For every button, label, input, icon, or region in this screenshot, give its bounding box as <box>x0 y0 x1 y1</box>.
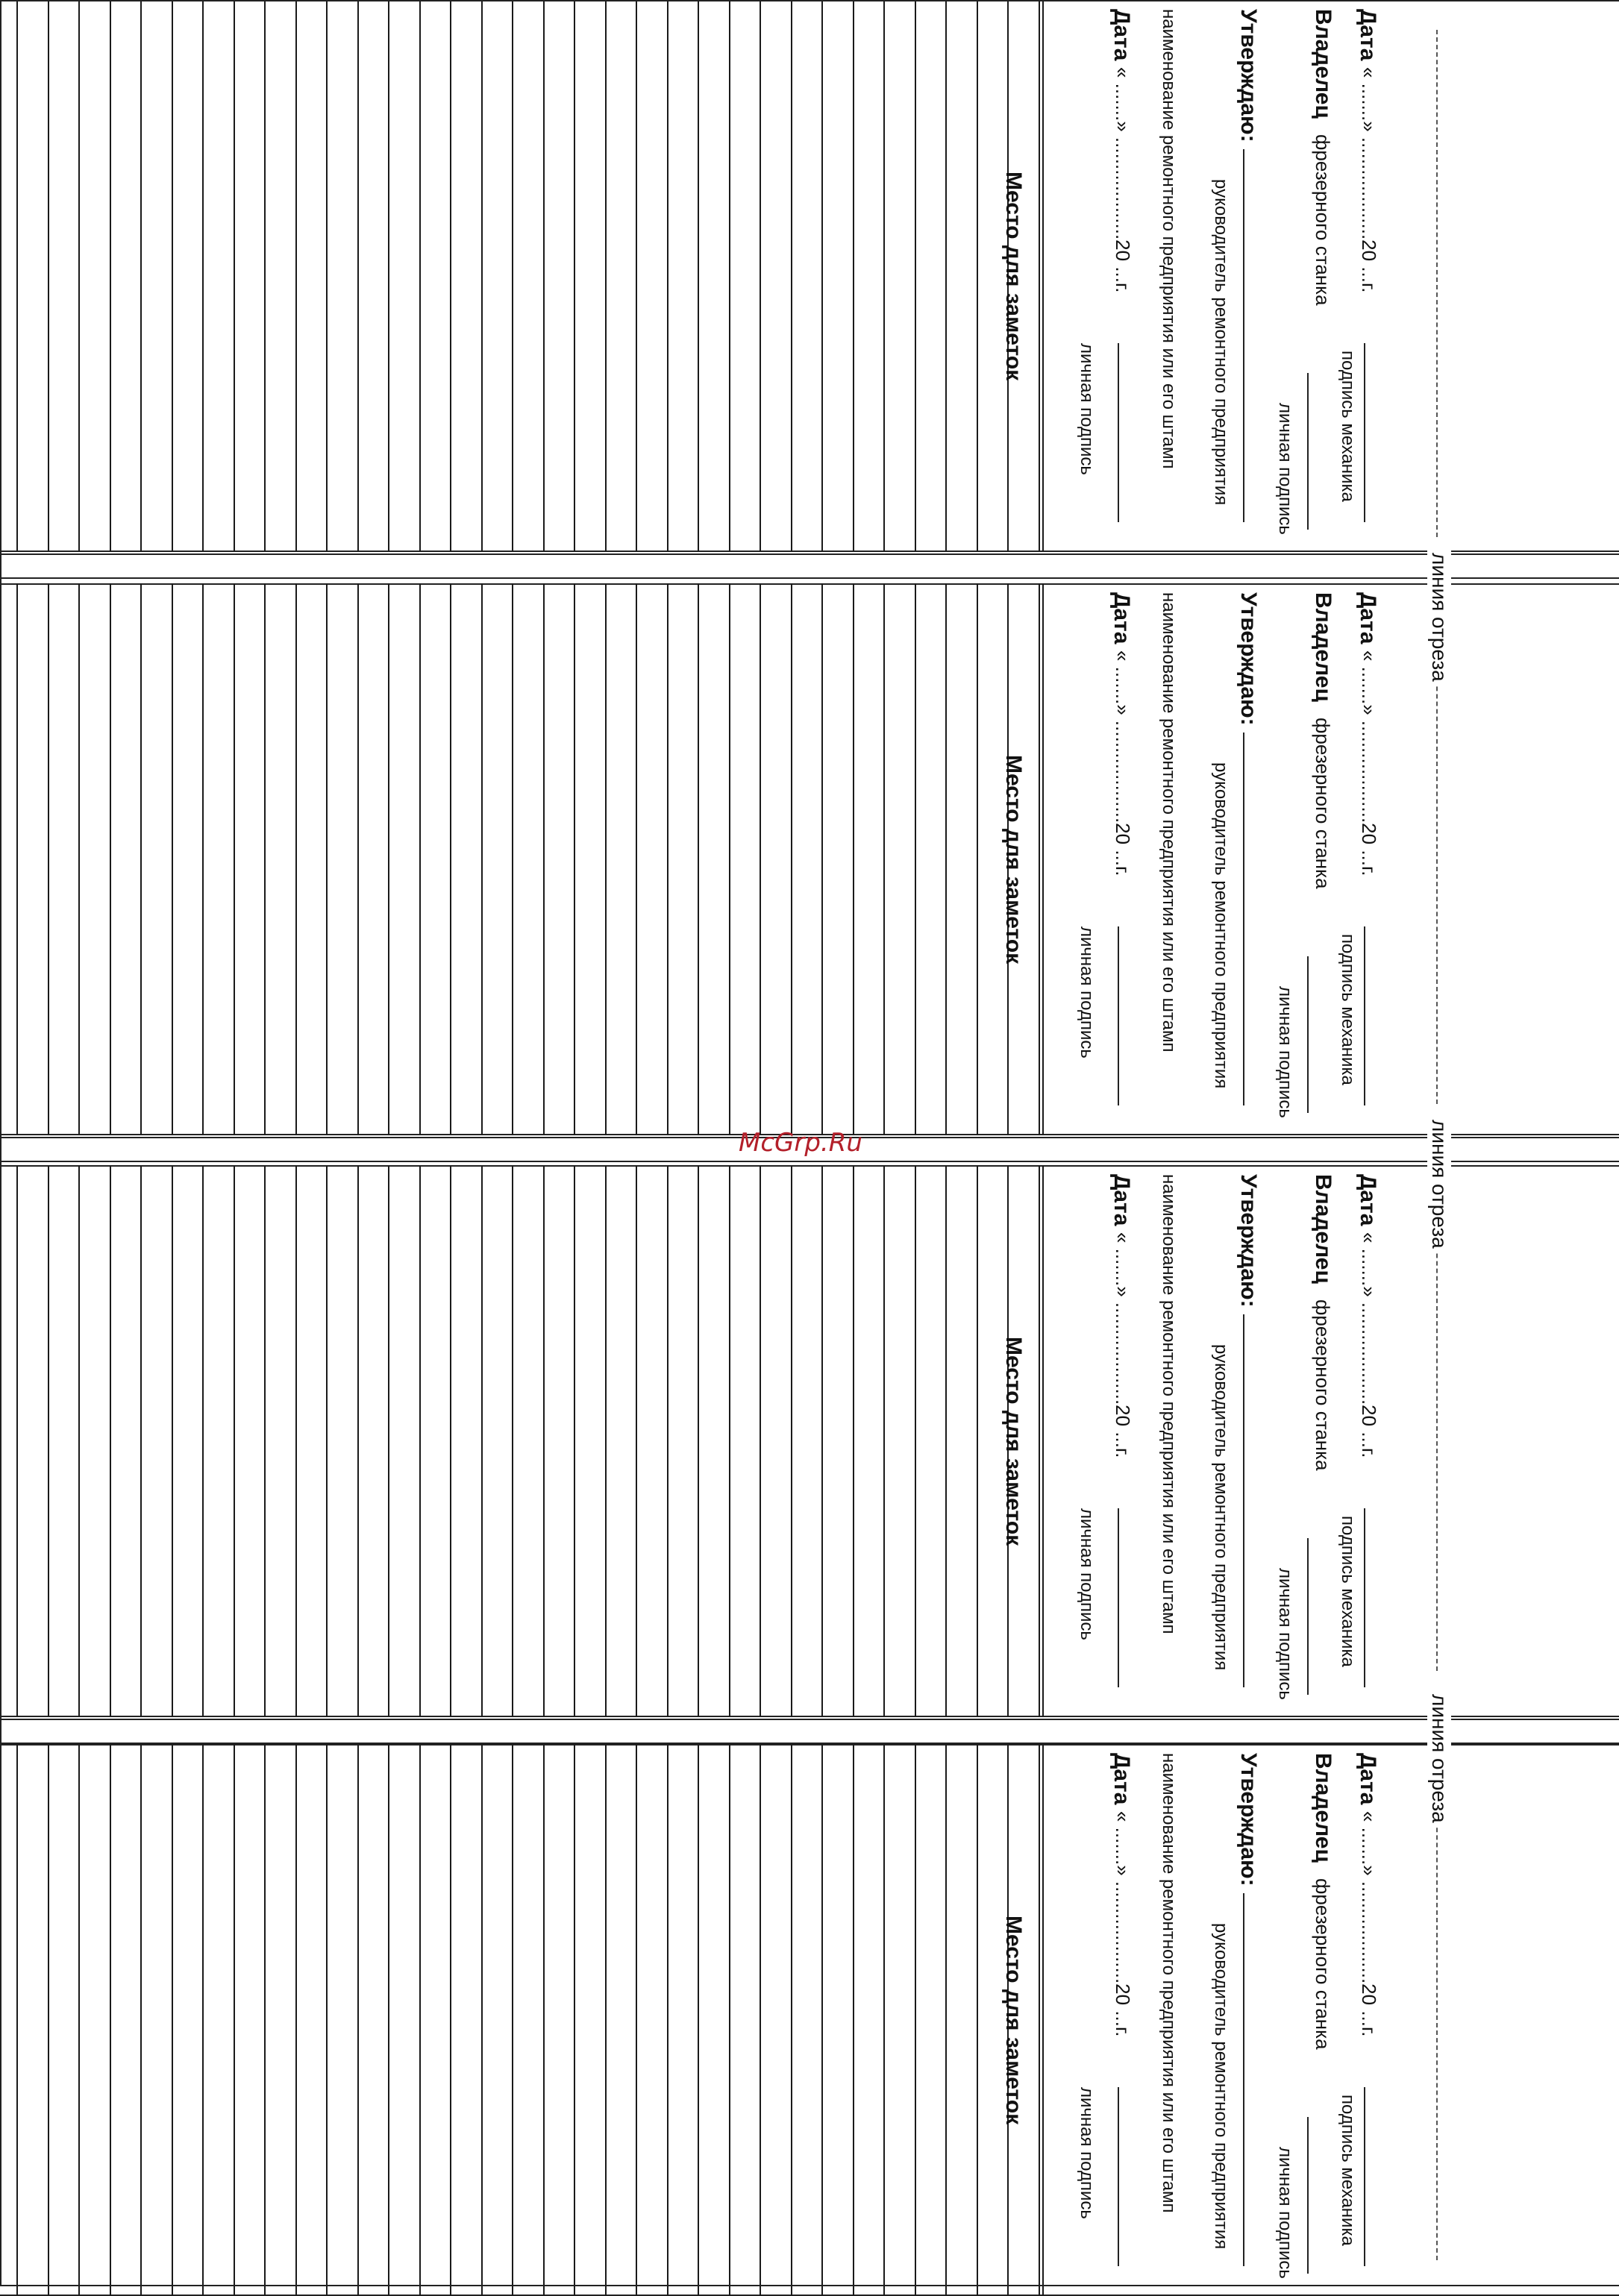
owner-label: Владелец <box>1311 9 1335 119</box>
personal-signature-caption-2: личная подпись <box>1077 926 1097 1058</box>
approve-label: Утверждаю: <box>1236 592 1261 726</box>
mechanic-signature-caption: подпись механика <box>1338 1516 1358 1667</box>
manager-caption: руководитель ремонтного предприятия <box>1211 1344 1231 1671</box>
date-label: Дата <box>1356 9 1380 61</box>
date-label-2: Дата <box>1109 1753 1134 1805</box>
personal-signature-caption: личная подпись <box>1275 2147 1295 2279</box>
cut-line-label: линия отреза <box>1427 1690 1451 1828</box>
notes-title: Место для заметок <box>1001 1916 1026 2125</box>
date-value-2: « .......» ...................20 ...г. <box>1112 1811 1134 2037</box>
approve-label: Утверждаю: <box>1236 1174 1261 1308</box>
machine-name: фрезерного станка <box>1312 718 1334 889</box>
enterprise-caption: наименование ремонтного предприятия или его штамп <box>1159 592 1179 1053</box>
date-value: « .......» ...................20 ...г. <box>1358 1811 1380 2037</box>
manager-caption: руководитель ремонтного предприятия <box>1211 179 1231 506</box>
cut-line-label: линия отреза <box>1427 1115 1451 1253</box>
date-label-2: Дата <box>1109 592 1134 644</box>
manager-caption: руководитель ремонтного предприятия <box>1211 1923 1231 2250</box>
owner-label: Владелец <box>1311 592 1335 702</box>
watermark: McGrp.Ru <box>739 1128 862 1158</box>
owner-label: Владелец <box>1311 1753 1335 1863</box>
mechanic-signature-caption: подпись механика <box>1338 351 1358 502</box>
personal-signature-caption: личная подпись <box>1275 986 1295 1118</box>
cut-line-label: линия отреза <box>1427 548 1451 686</box>
personal-signature-caption: личная подпись <box>1275 1568 1295 1700</box>
enterprise-caption: наименование ремонтного предприятия или его штамп <box>1159 1174 1179 1634</box>
approve-label: Утверждаю: <box>1236 9 1261 142</box>
date-value: « .......» ...................20 ...г. <box>1358 67 1380 293</box>
date-label-2: Дата <box>1109 1174 1134 1226</box>
date-value-2: « .......» ...................20 ...г. <box>1112 1232 1134 1458</box>
machine-name: фрезерного станка <box>1312 134 1334 306</box>
notes-title: Место для заметок <box>1001 1337 1026 1546</box>
personal-signature-caption-2: личная подпись <box>1077 2087 1097 2219</box>
date-value-2: « .......» ...................20 ...г. <box>1112 67 1134 293</box>
enterprise-caption: наименование ремонтного предприятия или его штамп <box>1159 9 1179 469</box>
date-value: « .......» ...................20 ...г. <box>1358 650 1380 876</box>
date-value: « .......» ...................20 ...г. <box>1358 1232 1380 1458</box>
machine-name: фрезерного станка <box>1312 1878 1334 2050</box>
personal-signature-caption-2: личная подпись <box>1077 343 1097 475</box>
date-label: Дата <box>1356 592 1380 644</box>
owner-label: Владелец <box>1311 1174 1335 1284</box>
date-label: Дата <box>1356 1174 1380 1226</box>
approve-label: Утверждаю: <box>1236 1753 1261 1886</box>
notes-title: Место для заметок <box>1001 755 1026 964</box>
mechanic-signature-caption: подпись механика <box>1338 2095 1358 2246</box>
personal-signature-caption-2: личная подпись <box>1077 1508 1097 1640</box>
manager-caption: руководитель ремонтного предприятия <box>1211 762 1231 1089</box>
date-label-2: Дата <box>1109 9 1134 61</box>
personal-signature-caption: личная подпись <box>1275 403 1295 535</box>
mechanic-signature-caption: подпись механика <box>1338 934 1358 1085</box>
notes-title: Место для заметок <box>1001 172 1026 381</box>
date-label: Дата <box>1356 1753 1380 1805</box>
enterprise-caption: наименование ремонтного предприятия или его штамп <box>1159 1753 1179 2213</box>
machine-name: фрезерного станка <box>1312 1299 1334 1471</box>
date-value-2: « .......» ...................20 ...г. <box>1112 650 1134 876</box>
